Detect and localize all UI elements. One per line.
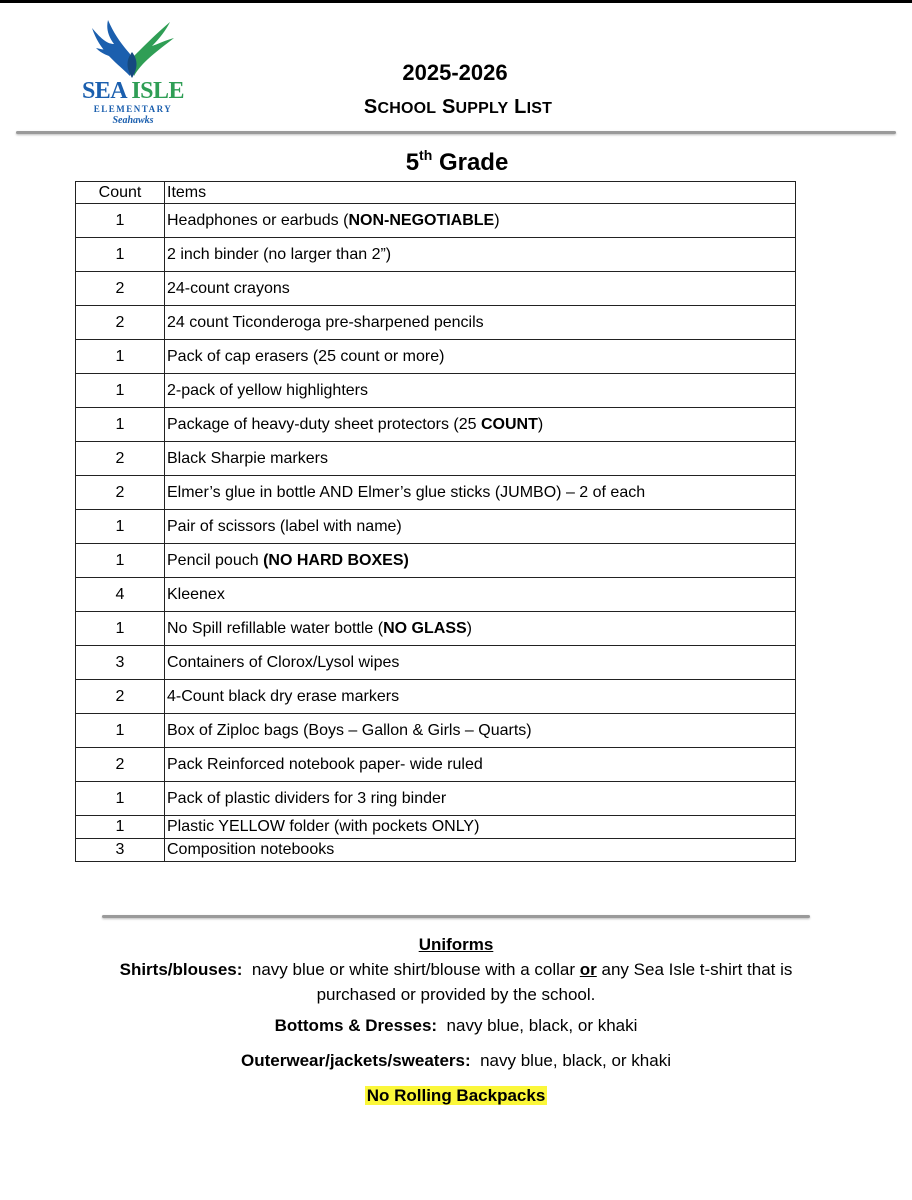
table-row [76,340,796,374]
item-count: 1 [76,782,165,816]
item-text-post: ) [466,619,472,637]
uniform-divider [102,915,810,918]
table-row [76,748,796,782]
item-text-pre: Elmer’s glue in bottle AND Elmer’s glue sticks (JUMBO) – 2 of each [167,483,646,501]
item-description [165,340,796,374]
item-text-post: ) [494,211,500,229]
item-count: 1 [76,204,165,238]
item-text-pre: Headphones or earbuds ( [167,211,349,229]
table-row [76,578,796,612]
title-initial-l: L [514,96,527,118]
item-description [165,374,796,408]
item-description [165,204,796,238]
item-description [165,442,796,476]
item-text-pre: Black Sharpie markers [167,449,328,467]
item-count: 1 [76,374,165,408]
item-text-pre: Containers of Clorox/Lysol wipes [167,653,400,671]
outerwear-line [0,1048,912,1073]
table-row [76,204,796,238]
table-row [76,612,796,646]
outerwear-text: navy blue, black, or khaki [480,1051,671,1070]
item-count: 2 [76,476,165,510]
column-header-items: Items [165,182,796,204]
item-count: 4 [76,578,165,612]
school-logo [78,18,188,126]
item-text-pre: Kleenex [167,585,225,603]
item-description [165,839,796,862]
title-word-ist: IST [526,100,553,117]
table-row [76,839,796,862]
shirts-or: or [579,960,597,979]
item-count: 3 [76,646,165,680]
table-row [76,646,796,680]
item-count: 2 [76,272,165,306]
title-word-upply: UPPLY [455,100,509,117]
school-year: 2025-2026 [402,60,508,85]
item-count: 1 [76,510,165,544]
item-text-pre: Pack of plastic dividers for 3 ring binder [167,789,447,807]
header-divider [16,131,896,134]
supply-table [75,181,796,862]
title-word-chool: CHOOL [377,100,437,117]
outerwear-label: Outerwear/jackets/sweaters: [241,1051,471,1070]
table-row [76,816,796,839]
item-count: 1 [76,340,165,374]
item-text-bold: NO GLASS [383,619,467,637]
item-count: 1 [76,612,165,646]
item-text-bold: (NO HARD BOXES) [263,551,409,569]
item-text-pre: Pencil pouch [167,551,264,569]
item-text-post: ) [537,415,544,433]
item-count: 2 [76,680,165,714]
item-description [165,238,796,272]
table-row [76,782,796,816]
item-count: 1 [76,544,165,578]
table-row [76,374,796,408]
seahawk-wings-icon [86,18,180,80]
item-description [165,272,796,306]
top-border [0,0,912,3]
document-title [300,96,616,119]
table-row [76,680,796,714]
item-text-bold: NON-NEGOTIABLE [348,211,495,229]
item-description [165,306,796,340]
uniforms-section [0,932,912,1108]
table-row [76,272,796,306]
table-row [76,476,796,510]
item-text-pre: 2-pack of yellow highlighters [167,381,368,399]
table-row [76,408,796,442]
item-description [165,476,796,510]
item-count: 2 [76,306,165,340]
table-header-row [76,182,796,204]
item-description [165,782,796,816]
item-text-pre: Pack Reinforced notebook paper- wide ruled [167,755,483,773]
item-count: 2 [76,748,165,782]
item-text-pre: Composition notebooks [167,841,335,858]
shirts-text-b: any Sea Isle t-shirt that is [601,960,793,979]
shirts-text-a: navy blue or white shirt/blouse with a collar [251,960,576,979]
item-count: 1 [76,714,165,748]
table-row [76,306,796,340]
no-rolling-backpacks-notice: No Rolling Backpacks [366,1086,546,1105]
title-initial-s: S [363,96,378,118]
item-description [165,408,796,442]
item-count: 1 [76,408,165,442]
item-count: 1 [76,816,165,839]
item-description [165,646,796,680]
school-wordmark [78,79,188,103]
shirts-line-2: purchased or provided by the school. [316,985,596,1004]
table-row [76,544,796,578]
item-text-pre: Pair of scissors (label with name) [167,517,402,535]
item-text-pre: 2 inch binder (no larger than 2”) [167,245,392,263]
item-description [165,680,796,714]
bottoms-line [0,1013,912,1038]
table-row [76,714,796,748]
grade-heading [330,149,584,177]
item-text-pre: 4-Count black dry erase markers [167,687,400,705]
title-initial-s2: S [441,96,456,118]
item-text-pre: Plastic YELLOW folder (with pockets ONLY) [167,818,480,835]
school-name-sea: SEA [81,78,126,104]
item-text-pre: No Spill refillable water bottle ( [167,619,384,637]
school-mascot: Seahawks [112,115,154,126]
item-description [165,578,796,612]
item-text-pre: Box of Ziploc bags (Boys – Gallon & Girls – Quarts) [167,721,532,739]
item-description [165,510,796,544]
shirts-label: Shirts/blouses: [119,960,243,979]
item-text-bold: COUNT [480,415,538,433]
uniforms-title: Uniforms [418,935,494,954]
grade-suffix: th [419,147,433,163]
item-text-pre: 24 count Ticonderoga pre-sharpened pencils [167,313,484,331]
item-count: 3 [76,839,165,862]
item-description [165,748,796,782]
bottoms-text: navy blue, black, or khaki [446,1016,638,1035]
table-row [76,510,796,544]
item-count: 1 [76,238,165,272]
grade-number: 5 [405,149,420,176]
item-text-pre: Package of heavy-duty sheet protectors (25 [167,415,481,433]
item-description [165,612,796,646]
grade-label: Grade [438,149,509,176]
bottoms-label: Bottoms & Dresses: [274,1016,438,1035]
school-name-isle: ISLE [131,78,185,104]
table-row [76,238,796,272]
item-description [165,714,796,748]
shirts-line [0,957,912,982]
column-header-count: Count [76,182,165,204]
item-description [165,816,796,839]
item-description [165,544,796,578]
item-text-pre: 24-count crayons [167,279,290,297]
item-text-pre: Pack of cap erasers (25 count or more) [167,347,445,365]
school-type: ELEMENTARY [93,104,173,114]
table-row [76,442,796,476]
item-count: 2 [76,442,165,476]
